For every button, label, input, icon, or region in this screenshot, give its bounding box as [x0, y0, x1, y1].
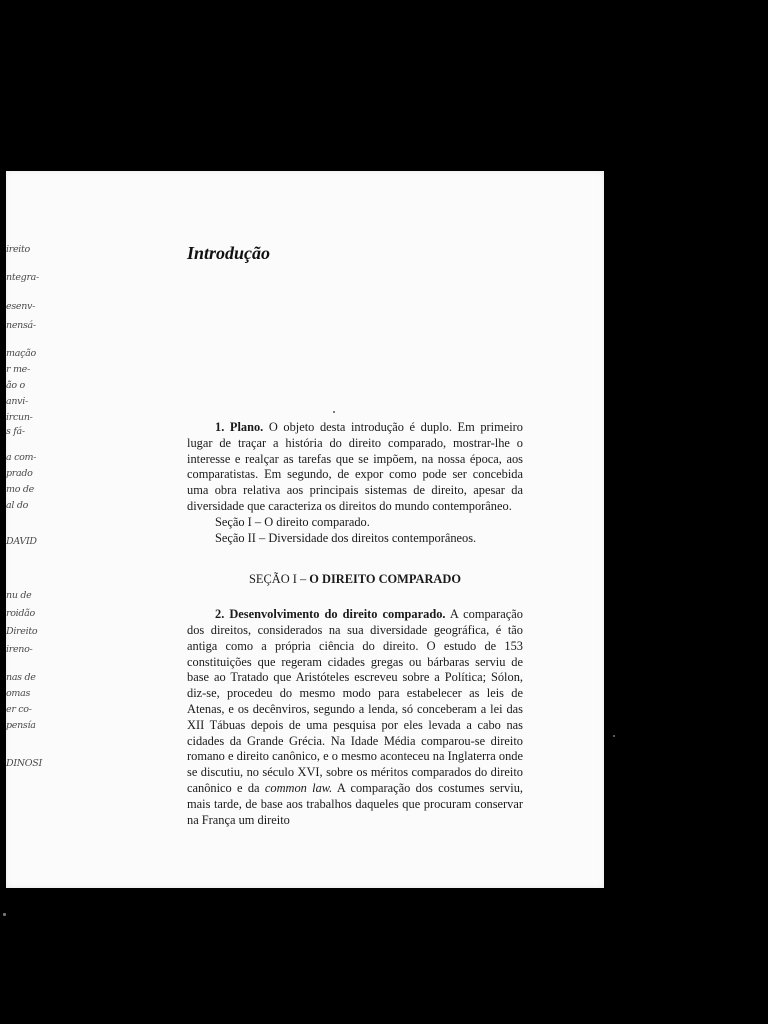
- italic-term: common law.: [264, 780, 333, 795]
- body-text: [187, 420, 523, 828]
- scan-speck: [613, 735, 615, 737]
- bleed-fragment: ireito: [6, 244, 30, 255]
- toc-line-section-2: Seção II – Diversidade dos direitos contemporâneos.: [215, 530, 477, 545]
- bleed-fragment: DINOSI: [6, 758, 42, 769]
- paragraph-heading: Plano.: [229, 420, 264, 434]
- bleed-fragment: nas de: [6, 672, 36, 683]
- toc-line-section-1: Seção I – O direito comparado.: [215, 514, 370, 529]
- bleed-fragment: al do: [6, 500, 29, 511]
- facing-page-bleed-through: [6, 171, 46, 888]
- bleed-fragment: nensá-: [6, 320, 36, 331]
- bleed-fragment: roidão: [6, 608, 35, 619]
- bleed-fragment: mo de: [6, 484, 34, 495]
- paragraph-plano: [187, 420, 523, 515]
- paragraph-text: O objeto desta introdução é duplo. Em primeiro lugar de traçar a história do direito comparado, mostrar-lhe o interesse e realçar as tarefas que se impõem, na nossa época, aos comparatistas. Em segundo, de expor como pode ser concebida uma obra relativa aos principais sistemas de direito, apesar da diversidade que caracteriza os direitos do mundo contemporâneo.: [187, 420, 523, 513]
- print-speck: [333, 411, 335, 413]
- bleed-fragment: a com-: [6, 452, 37, 463]
- paragraph-text-continued: A comparação dos costumes serviu, mais tarde, de base aos trabalhos daqueles que procuram conservar na França um direito: [187, 780, 523, 827]
- bleed-fragment: ireno-: [6, 644, 33, 655]
- bleed-fragment: s fá-: [6, 426, 25, 437]
- section-label: SEÇÃO I –: [249, 572, 307, 587]
- bleed-fragment: ircun-: [6, 412, 33, 423]
- bleed-fragment: r me-: [6, 364, 30, 375]
- scan-speck: [3, 913, 6, 916]
- section-heading: [187, 572, 523, 588]
- bleed-fragment: Direito: [6, 626, 38, 637]
- chapter-title: Introdução: [187, 243, 271, 263]
- bleed-fragment: nu de: [6, 590, 32, 601]
- bleed-fragment: omas: [6, 688, 31, 699]
- paragraph-number: 2.: [215, 607, 225, 622]
- paragraph-number: 1.: [215, 420, 225, 434]
- bleed-fragment: ntegra-: [6, 272, 39, 283]
- paragraph-text: A comparação dos direitos, considerados na sua diversidade geográfica, é tão antiga como a própria ciência do direito. O estudo de 153 constituições que regeram cidades gregas ou bárbaras serviu de base ao Tratado que Aristóteles escreveu sobre a Política; Sólon, diz-se, procedeu do mesmo modo para estabelecer as leis de Atenas, e os decênviros, segundo a lenda, só conceberam a lei das XII Tábuas depois de uma pesquisa por eles levada a cabo nas cidades da Grande Grécia. Na Idade Média comparou-se direito romano e direito canônico, e o mesmo aconteceu na Inglaterra onde se discutiu, no século XVI, sobre os méritos comparados do direito canônico e da: [187, 607, 523, 795]
- bleed-fragment: ão o: [6, 380, 25, 391]
- paragraph-heading: Desenvolvimento do direito comparado.: [229, 607, 446, 622]
- bleed-fragment: pensía: [6, 720, 36, 731]
- bleed-fragment: DAVID: [6, 536, 37, 547]
- book-page: [6, 171, 604, 888]
- bleed-fragment: prado: [6, 468, 33, 479]
- bleed-fragment: esenv-: [6, 301, 36, 312]
- bleed-fragment: mação: [6, 348, 36, 359]
- section-title: O DIREITO COMPARADO: [309, 572, 461, 587]
- bleed-fragment: er co-: [6, 704, 32, 715]
- paragraph-desenvolvimento: [187, 607, 523, 828]
- bleed-fragment: anvi-: [6, 396, 28, 407]
